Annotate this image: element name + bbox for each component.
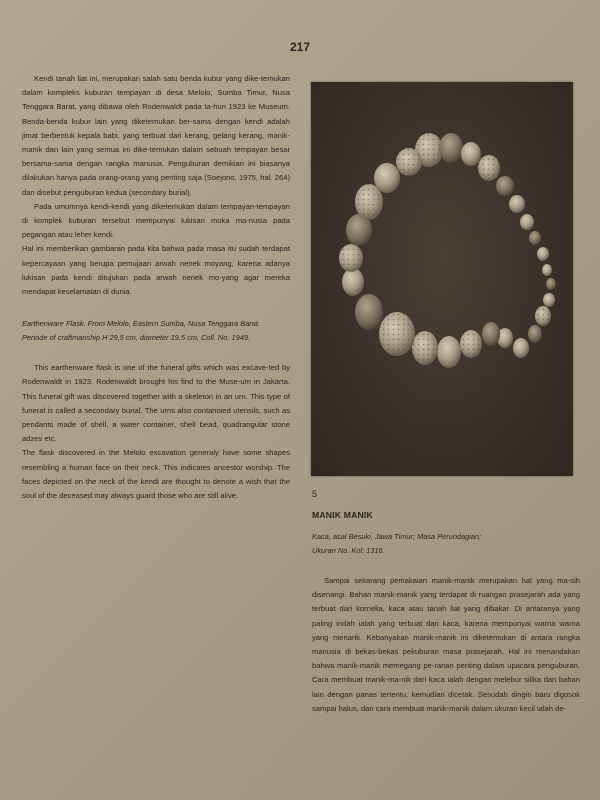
english-paragraph-2: The flask discovered in the Melolo excavation generaly have some shapes resembling a human face on their neck. This indicates ancestor worship. The faces depicted on the neck of the kendi are thought to denote a wish that the soul of the deceased may always guard those who are still alive. xyxy=(22,448,290,501)
manik-manik-paragraph: Sampai sekarang pemakaian manik-manik merupakan hal yang ma-sih disenangi. Bahan manik-manik yang terdapat di ruangan prasejarah ada yang terbuat dari kornelia, kaca atau tanah liat yang dibakar. Di antaranya yang paling indah ialah yang terbuat dari kaca, karena mempunyai warna warna yang menarik. Kebanyakan manik-manik ini diketemukan di antara rangka manusia di bekas-bekas pekuburan masa prasejarah. Hal ini menandakan bahwa manik-manik memegang pe-ranan penting dalam upacara penguburan. Cara membuat manik-ma-nik dari kaca ialah dengan melebur silika dan bahan lain dengan panas tertentu, kemudian dicetak. Sesudah dingin baru digosok sampai halus, dan cara membuat manik-manik dalam ukuran kecil ialah de- xyxy=(312,576,580,713)
plate-number: 5 xyxy=(312,489,318,499)
left-column xyxy=(22,72,290,503)
plate-meta-line-2: Ukuran No. Kol: 1316. xyxy=(312,546,385,555)
necklace-beads xyxy=(339,133,556,368)
plate-title: MANIK MANIK xyxy=(312,510,373,520)
indonesian-paragraph-3: Hal ini memberikan gambaran pada kita bahwa pada masa itu sudah terdapat kepercayaan yang berupa pemujaan arwah nenek moyang, karena adanya lukisan pada kendi ditujukan pada arwah nenek mo-yang agar mereka mendapat keselamatan di dunia. xyxy=(22,244,290,297)
bead-necklace-illustration xyxy=(311,82,573,476)
right-column xyxy=(312,488,580,724)
plate-meta-line-1: Kaca, asal Besuki, Jawa Timur; Masa Perundagian; xyxy=(312,532,482,541)
bead-necklace-photo xyxy=(311,82,573,476)
page-number: 217 xyxy=(289,40,311,54)
indonesian-paragraph-2: Pada umumnya kendi-kendi yang diketemukan dalam tempayan-tempayan di komplek kuburan tersebut mempunyai lukisan muka ma-nusia pada pegangan atau leher kendi. xyxy=(22,201,290,240)
plate-metadata xyxy=(312,530,580,558)
caption-line-2: Periode of craftmanship H 29,5 cm, diameter 19,5 cm, Coll. No. 1949. xyxy=(22,333,250,343)
indonesian-paragraph-1: Kendi tanah liat ini, merupakan salah satu benda kubur yang dike-temukan dalam kompleks kuburan tempayan di desa Melolo, Sumba Timur, Nusa Tenggara Barat, yang dibawa oleh Rodenwaldt pada ta-hun 1923 ke Museum. Benda-benda kubur lain yang diketemukan ber-sama dengan kendi adalah jimat berbentuk kepala babi, yang terbuat dari kerang, gelang kerang, manik-manik dan lain yang semua ini dike-temukan dalam sebuah tempayan besar bersama-sama dengan rangka manusia. Penguburan demikian ini biasanya dilakukan hanya pada orang-orang yang penting saja (Soejono, 1975, hal. 264) dan disebut penguburan kedua (secondary burial). xyxy=(22,74,290,197)
english-caption xyxy=(22,317,290,345)
caption-line-1: Earthenware Flask. From Melolo, Eastern Sumba, Nusa Tenggara Barat. xyxy=(22,319,260,329)
english-paragraph-1: This earthenware flask is one of the funeral gifts which was excave-ted by Rodenwaldt in 1923. Rodenwaldt brought his find to the Muse-um in Jakarta. This funeral gift was discovered together with a skeleton in an urn. This type of funeral is called a secondary burial. The urns also contanoied utensils, such as pendants made of shell, a water container, shell bead, quadrangular stone adzes etc. xyxy=(22,363,290,444)
